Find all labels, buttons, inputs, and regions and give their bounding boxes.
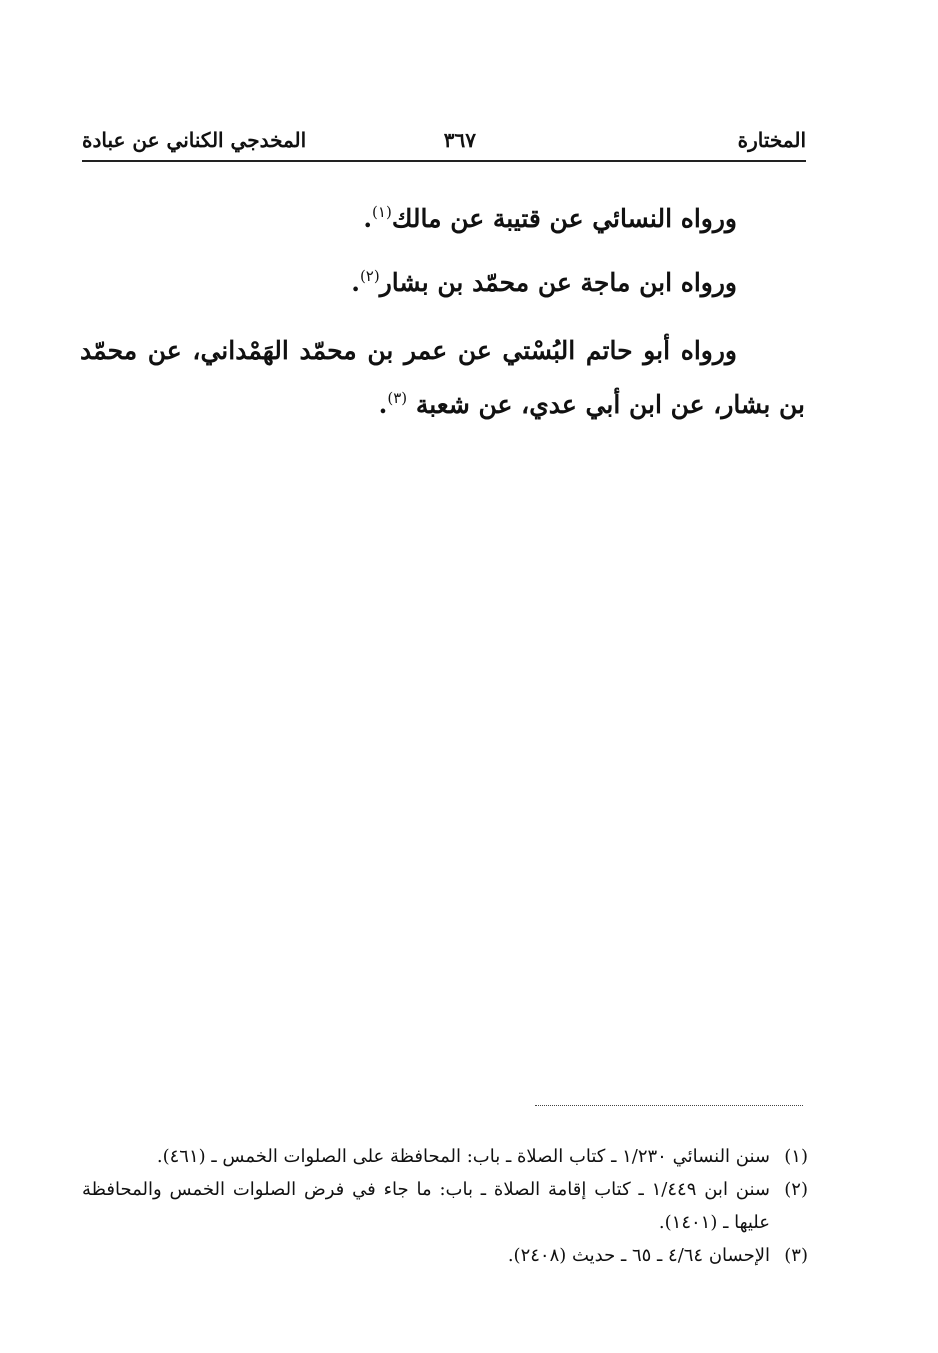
footnote-1 <box>82 1140 808 1173</box>
header-rule <box>82 160 806 162</box>
chapter-title: المخدجي الكناني عن عبادة <box>82 128 307 152</box>
footnote-2 <box>82 1173 808 1239</box>
footnote-number: (١) <box>784 1146 808 1167</box>
footnote-number: (٢) <box>784 1179 808 1200</box>
paragraph-2 <box>80 256 805 310</box>
footnote-number: (٣) <box>784 1245 808 1266</box>
page-number: ٣٦٧ <box>443 128 476 152</box>
footnote-ref-1[interactable]: (١) <box>372 203 392 221</box>
paragraph-3 <box>80 324 805 432</box>
footnote-ref-3[interactable]: (٣) <box>387 389 408 407</box>
period: . <box>351 268 360 297</box>
paragraph-1-text: ورواه النسائي عن قتيبة عن مالك <box>391 204 737 233</box>
footnote-ref-2[interactable]: (٢) <box>359 267 380 285</box>
period: . <box>363 204 373 233</box>
paragraph-3-text: ورواه أبو حاتم البُسْتي عن عمر بن محمّد الهَمْداني، عن محمّد بن بشار، عن ابن أبي عدي، عن شعبة <box>80 336 805 419</box>
footnote-text: سنن النسائي ١/٢٣٠ ـ كتاب الصلاة ـ باب: المحافظة على الصلوات الخمس ـ (٤٦١). <box>156 1146 770 1167</box>
footnotes <box>82 1140 808 1272</box>
running-header <box>82 124 806 158</box>
footnote-3 <box>82 1239 808 1272</box>
book-title: المختارة <box>737 128 806 152</box>
period: . <box>378 390 388 419</box>
paragraph-2-text: ورواه ابن ماجة عن محمّد بن بشار <box>379 268 737 297</box>
footnote-text: الإحسان ٤/٦٤ ـ ٦٥ ـ حديث (٢٤٠٨). <box>507 1245 770 1266</box>
footnote-text: سنن ابن ١/٤٤٩ ـ كتاب إقامة الصلاة ـ باب: ما جاء في فرض الصلوات الخمس والمحافظة عليها ـ (١٤٠١). <box>82 1179 771 1233</box>
footnote-separator <box>535 1105 803 1106</box>
paragraph-1 <box>80 192 805 246</box>
